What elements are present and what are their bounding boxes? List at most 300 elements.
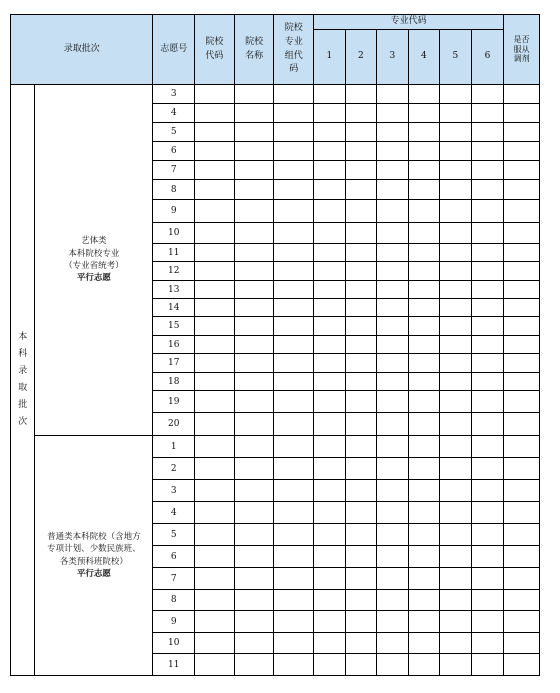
major-code-cell[interactable] [377,436,409,458]
group-code-cell[interactable] [274,458,314,480]
school-code-cell[interactable] [195,413,235,436]
school-code-cell[interactable] [195,244,235,262]
major-code-cell[interactable] [345,85,377,104]
school-name-cell[interactable] [234,161,274,180]
major-code-cell[interactable] [314,244,346,262]
major-code-cell[interactable] [408,180,440,200]
adjust-cell[interactable] [504,436,540,458]
group-code-cell[interactable] [274,104,314,123]
school-name-cell[interactable] [234,336,274,354]
major-code-cell[interactable] [408,336,440,354]
major-code-cell[interactable] [377,413,409,436]
major-code-cell[interactable] [408,373,440,391]
school-name-cell[interactable] [234,317,274,336]
group-code-cell[interactable] [274,568,314,590]
major-code-cell[interactable] [377,281,409,299]
major-code-cell[interactable] [471,436,504,458]
group-code-cell[interactable] [274,654,314,676]
school-name-cell[interactable] [234,611,274,633]
major-code-cell[interactable] [440,502,472,524]
school-code-cell[interactable] [195,524,235,546]
adjust-cell[interactable] [504,480,540,502]
school-name-cell[interactable] [234,200,274,223]
header-batch: 录取批次 [11,15,153,85]
major-code-cell[interactable] [471,654,504,676]
major-code-cell[interactable] [345,142,377,161]
major-code-cell[interactable] [408,317,440,336]
choice-number: 19 [153,391,195,413]
major-code-cell[interactable] [471,85,504,104]
major-code-cell[interactable] [377,391,409,413]
major-code-cell[interactable] [440,299,472,317]
major-code-cell[interactable] [314,336,346,354]
major-code-cell[interactable] [440,480,472,502]
group-code-cell[interactable] [274,590,314,611]
school-name-cell[interactable] [234,373,274,391]
group-code-cell[interactable] [274,480,314,502]
adjust-cell[interactable] [504,458,540,480]
major-code-cell[interactable] [314,480,346,502]
major-code-cell[interactable] [440,200,472,223]
school-name-cell[interactable] [234,590,274,611]
adjust-cell[interactable] [504,611,540,633]
major-code-cell[interactable] [314,373,346,391]
major-code-cell[interactable] [471,458,504,480]
group-code-cell[interactable] [274,524,314,546]
batch-label: 本科录取批次 [11,85,35,676]
school-code-cell[interactable] [195,458,235,480]
major-code-cell[interactable] [408,281,440,299]
major-code-cell[interactable] [314,524,346,546]
group-code-cell[interactable] [274,611,314,633]
major-code-cell[interactable] [314,123,346,142]
major-code-cell[interactable] [471,413,504,436]
major-code-cell[interactable] [377,317,409,336]
school-name-cell[interactable] [234,299,274,317]
major-code-cell[interactable] [377,373,409,391]
major-code-cell[interactable] [345,180,377,200]
school-code-cell[interactable] [195,161,235,180]
major-code-cell[interactable] [440,317,472,336]
school-code-cell[interactable] [195,317,235,336]
group-code-cell[interactable] [274,85,314,104]
major-code-cell[interactable] [408,244,440,262]
school-code-cell[interactable] [195,262,235,281]
group-code-cell[interactable] [274,180,314,200]
adjust-cell[interactable] [504,142,540,161]
school-code-cell[interactable] [195,654,235,676]
major-code-cell[interactable] [471,590,504,611]
major-code-cell[interactable] [377,142,409,161]
major-code-cell[interactable] [471,200,504,223]
major-code-cell[interactable] [471,180,504,200]
adjust-cell[interactable] [504,200,540,223]
major-code-cell[interactable] [408,458,440,480]
major-code-cell[interactable] [345,413,377,436]
major-code-cell[interactable] [408,85,440,104]
major-code-cell[interactable] [408,123,440,142]
major-code-cell[interactable] [440,142,472,161]
major-code-cell[interactable] [440,391,472,413]
adjust-cell[interactable] [504,223,540,244]
major-code-cell[interactable] [408,413,440,436]
major-code-cell[interactable] [377,568,409,590]
school-name-cell[interactable] [234,354,274,373]
adjust-cell[interactable] [504,336,540,354]
major-code-cell[interactable] [440,458,472,480]
major-code-cell[interactable] [440,281,472,299]
adjust-cell[interactable] [504,413,540,436]
section-label-line: 专项计划、少数民族班、 [47,544,141,555]
adjust-cell[interactable] [504,180,540,200]
major-code-cell[interactable] [314,590,346,611]
school-name-cell[interactable] [234,502,274,524]
major-code-cell[interactable] [471,104,504,123]
major-code-cell[interactable] [345,336,377,354]
major-code-cell[interactable] [377,654,409,676]
major-code-cell[interactable] [345,590,377,611]
major-code-cell[interactable] [440,180,472,200]
group-code-cell[interactable] [274,502,314,524]
major-code-cell[interactable] [314,391,346,413]
major-code-cell[interactable] [377,180,409,200]
major-code-cell[interactable] [314,568,346,590]
major-code-cell[interactable] [471,354,504,373]
major-code-cell[interactable] [377,161,409,180]
adjust-cell[interactable] [504,546,540,568]
school-code-cell[interactable] [195,480,235,502]
major-code-cell[interactable] [408,633,440,654]
group-code-cell[interactable] [274,281,314,299]
choice-number: 10 [153,223,195,244]
major-code-cell[interactable] [440,104,472,123]
major-code-cell[interactable] [345,373,377,391]
adjust-cell[interactable] [504,104,540,123]
major-code-cell[interactable] [471,546,504,568]
school-code-cell[interactable] [195,391,235,413]
school-code-cell[interactable] [195,336,235,354]
major-code-cell[interactable] [314,142,346,161]
major-code-cell[interactable] [440,633,472,654]
major-code-cell[interactable] [471,611,504,633]
major-code-cell[interactable] [440,85,472,104]
major-code-cell[interactable] [440,413,472,436]
group-code-cell[interactable] [274,373,314,391]
school-name-cell[interactable] [234,413,274,436]
group-code-cell[interactable] [274,354,314,373]
major-code-cell[interactable] [377,502,409,524]
major-code-cell[interactable] [440,654,472,676]
major-code-cell[interactable] [345,633,377,654]
major-code-cell[interactable] [471,524,504,546]
major-code-cell[interactable] [440,244,472,262]
major-code-cell[interactable] [440,546,472,568]
major-code-cell[interactable] [314,633,346,654]
school-code-cell[interactable] [195,104,235,123]
major-code-cell[interactable] [471,568,504,590]
school-name-cell[interactable] [234,85,274,104]
adjust-cell[interactable] [504,502,540,524]
major-code-cell[interactable] [440,568,472,590]
major-code-cell[interactable] [408,161,440,180]
school-name-cell[interactable] [234,480,274,502]
adjust-cell[interactable] [504,654,540,676]
adjust-cell[interactable] [504,85,540,104]
group-code-cell[interactable] [274,262,314,281]
school-code-cell[interactable] [195,633,235,654]
major-code-cell[interactable] [471,161,504,180]
major-code-cell[interactable] [471,123,504,142]
major-code-cell[interactable] [471,223,504,244]
school-code-cell[interactable] [195,180,235,200]
adjust-cell[interactable] [504,123,540,142]
major-code-cell[interactable] [408,223,440,244]
major-code-cell[interactable] [471,336,504,354]
school-name-cell[interactable] [234,524,274,546]
major-code-cell[interactable] [471,244,504,262]
major-code-cell[interactable] [471,373,504,391]
group-code-cell[interactable] [274,200,314,223]
major-code-cell[interactable] [440,123,472,142]
major-code-cell[interactable] [471,502,504,524]
major-code-cell[interactable] [440,336,472,354]
major-code-cell[interactable] [314,281,346,299]
group-code-cell[interactable] [274,317,314,336]
group-code-cell[interactable] [274,142,314,161]
adjust-cell[interactable] [504,354,540,373]
header-choice-no: 志愿号 [153,15,195,85]
major-code-cell[interactable] [345,502,377,524]
major-code-cell[interactable] [345,654,377,676]
major-code-cell[interactable] [345,299,377,317]
school-code-cell[interactable] [195,546,235,568]
section-label-line: 本科院校专业 [68,248,120,259]
major-code-cell[interactable] [408,568,440,590]
major-code-cell[interactable] [345,524,377,546]
major-code-cell[interactable] [471,633,504,654]
major-code-cell[interactable] [377,85,409,104]
major-code-cell[interactable] [314,262,346,281]
adjust-cell[interactable] [504,317,540,336]
adjust-cell[interactable] [504,299,540,317]
major-code-cell[interactable] [345,458,377,480]
major-code-cell[interactable] [408,524,440,546]
major-code-cell[interactable] [408,654,440,676]
group-code-cell[interactable] [274,299,314,317]
major-code-cell[interactable] [408,502,440,524]
group-code-cell[interactable] [274,413,314,436]
major-code-cell[interactable] [377,546,409,568]
major-code-cell[interactable] [314,317,346,336]
group-code-cell[interactable] [274,391,314,413]
major-code-cell[interactable] [345,317,377,336]
school-name-cell[interactable] [234,281,274,299]
school-code-cell[interactable] [195,502,235,524]
school-name-cell[interactable] [234,180,274,200]
school-name-cell[interactable] [234,568,274,590]
adjust-cell[interactable] [504,281,540,299]
major-code-cell[interactable] [440,611,472,633]
school-code-cell[interactable] [195,123,235,142]
adjust-cell[interactable] [504,524,540,546]
major-code-cell[interactable] [440,161,472,180]
school-name-cell[interactable] [234,223,274,244]
major-code-cell[interactable] [314,180,346,200]
school-name-cell[interactable] [234,633,274,654]
school-name-cell[interactable] [234,436,274,458]
major-code-cell[interactable] [408,262,440,281]
major-code-cell[interactable] [377,336,409,354]
major-code-cell[interactable] [408,590,440,611]
major-code-cell[interactable] [345,611,377,633]
major-code-cell[interactable] [377,123,409,142]
major-code-cell[interactable] [345,200,377,223]
major-code-cell[interactable] [314,502,346,524]
major-code-cell[interactable] [314,458,346,480]
major-code-cell[interactable] [440,590,472,611]
major-code-cell[interactable] [345,244,377,262]
choice-number: 16 [153,336,195,354]
major-code-cell[interactable] [408,436,440,458]
major-code-cell[interactable] [408,611,440,633]
major-code-cell[interactable] [408,480,440,502]
major-code-cell[interactable] [440,262,472,281]
school-code-cell[interactable] [195,142,235,161]
major-code-cell[interactable] [345,391,377,413]
major-code-cell[interactable] [314,104,346,123]
major-code-cell[interactable] [345,161,377,180]
school-code-cell[interactable] [195,85,235,104]
major-code-cell[interactable] [440,373,472,391]
adjust-cell[interactable] [504,391,540,413]
school-name-cell[interactable] [234,546,274,568]
group-code-cell[interactable] [274,223,314,244]
major-code-cell[interactable] [345,480,377,502]
group-code-cell[interactable] [274,633,314,654]
major-code-cell[interactable] [345,281,377,299]
school-name-cell[interactable] [234,262,274,281]
school-name-cell[interactable] [234,244,274,262]
major-code-cell[interactable] [377,458,409,480]
adjust-cell[interactable] [504,262,540,281]
major-code-cell[interactable] [377,262,409,281]
group-code-cell[interactable] [274,436,314,458]
major-code-cell[interactable] [408,354,440,373]
major-code-cell[interactable] [345,546,377,568]
major-code-cell[interactable] [377,524,409,546]
school-name-cell[interactable] [234,391,274,413]
school-code-cell[interactable] [195,299,235,317]
major-code-cell[interactable] [377,633,409,654]
major-code-cell[interactable] [345,262,377,281]
major-code-cell[interactable] [471,317,504,336]
major-code-cell[interactable] [377,480,409,502]
major-code-cell[interactable] [345,354,377,373]
school-code-cell[interactable] [195,223,235,244]
major-code-cell[interactable] [471,480,504,502]
major-code-cell[interactable] [314,436,346,458]
major-code-cell[interactable] [377,223,409,244]
major-code-cell[interactable] [377,354,409,373]
school-code-cell[interactable] [195,354,235,373]
major-code-cell[interactable] [377,611,409,633]
major-code-cell[interactable] [314,161,346,180]
major-code-cell[interactable] [314,413,346,436]
major-code-cell[interactable] [471,299,504,317]
adjust-cell[interactable] [504,633,540,654]
group-code-cell[interactable] [274,161,314,180]
major-code-cell[interactable] [408,299,440,317]
major-code-cell[interactable] [377,590,409,611]
major-code-cell[interactable] [408,200,440,223]
school-code-cell[interactable] [195,568,235,590]
school-name-cell[interactable] [234,654,274,676]
major-code-cell[interactable] [314,546,346,568]
major-code-cell[interactable] [345,223,377,244]
major-code-cell[interactable] [345,123,377,142]
adjust-cell[interactable] [504,373,540,391]
major-code-cell[interactable] [440,223,472,244]
major-code-cell[interactable] [440,354,472,373]
major-code-cell[interactable] [345,104,377,123]
major-code-cell[interactable] [314,223,346,244]
school-code-cell[interactable] [195,436,235,458]
major-code-cell[interactable] [345,568,377,590]
major-code-cell[interactable] [408,104,440,123]
major-code-cell[interactable] [314,299,346,317]
major-code-cell[interactable] [440,436,472,458]
major-code-cell[interactable] [471,262,504,281]
header-major-col: 6 [471,30,504,85]
major-code-cell[interactable] [345,436,377,458]
school-code-cell[interactable] [195,373,235,391]
group-code-cell[interactable] [274,336,314,354]
school-name-cell[interactable] [234,458,274,480]
adjust-cell[interactable] [504,244,540,262]
major-code-cell[interactable] [471,142,504,161]
group-code-cell[interactable] [274,244,314,262]
school-code-cell[interactable] [195,611,235,633]
adjust-cell[interactable] [504,590,540,611]
major-code-cell[interactable] [408,391,440,413]
major-code-cell[interactable] [440,524,472,546]
major-code-cell[interactable] [408,142,440,161]
adjust-cell[interactable] [504,161,540,180]
major-code-cell[interactable] [314,85,346,104]
school-name-cell[interactable] [234,123,274,142]
major-code-cell[interactable] [377,244,409,262]
school-code-cell[interactable] [195,200,235,223]
major-code-cell[interactable] [314,200,346,223]
school-code-cell[interactable] [195,590,235,611]
major-code-cell[interactable] [471,391,504,413]
school-name-cell[interactable] [234,142,274,161]
adjust-cell[interactable] [504,568,540,590]
group-code-cell[interactable] [274,123,314,142]
school-code-cell[interactable] [195,281,235,299]
major-code-cell[interactable] [377,299,409,317]
major-code-cell[interactable] [314,654,346,676]
major-code-cell[interactable] [377,200,409,223]
major-code-cell[interactable] [471,281,504,299]
major-code-cell[interactable] [314,354,346,373]
major-code-cell[interactable] [377,104,409,123]
section-label-line: 普通类本科院校（含地方 [47,531,141,542]
school-name-cell[interactable] [234,104,274,123]
group-code-cell[interactable] [274,546,314,568]
major-code-cell[interactable] [408,546,440,568]
major-code-cell[interactable] [314,611,346,633]
